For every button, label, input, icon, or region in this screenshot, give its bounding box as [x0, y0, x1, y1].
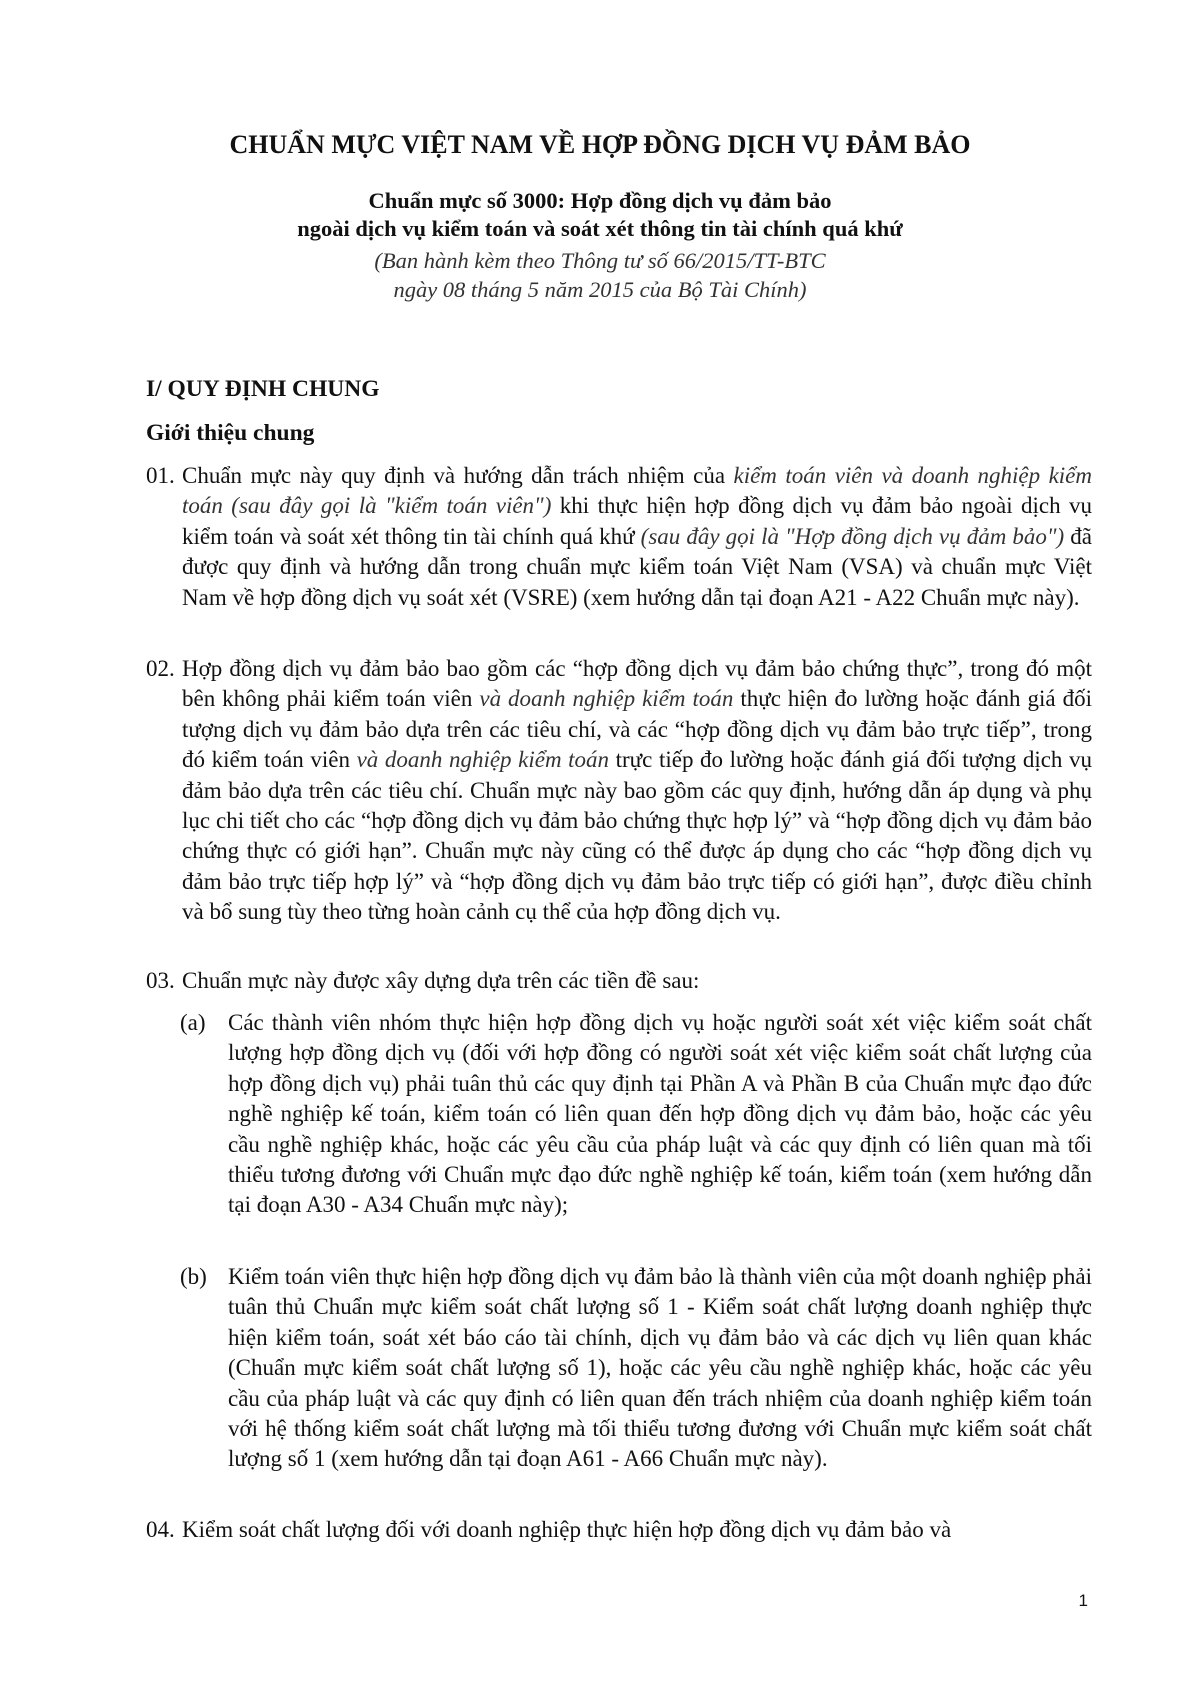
document-title: CHUẨN MỰC VIỆT NAM VỀ HỢP ĐỒNG DỊCH VỤ ĐẢM BẢO: [229, 130, 971, 159]
paragraph-01: [146, 461, 1092, 613]
paragraph-02: [146, 654, 1092, 928]
paragraph-number: 02.: [146, 656, 175, 681]
paragraph-body: Hợp đồng dịch vụ đảm bảo bao gồm các “hợp đồng dịch vụ đảm bảo chứng thực”, trong đó một bên không phải kiểm toán viên và doanh nghiệp kiểm toán thực hiện đo lường hoặc đánh giá đối tượng dịch vụ đảm bảo dựa trên các tiêu chí, và các “hợp đồng dịch vụ đảm bảo trực tiếp”, trong đó kiểm toán viên và doanh nghiệp kiểm toán trực tiếp đo lường hoặc đánh giá đối tượng dịch vụ đảm bảo dựa trên các tiêu chí. Chuẩn mực này bao gồm các quy định, hướng dẫn áp dụng và phụ lục chi tiết cho các “hợp đồng dịch vụ đảm bảo chứng thực hợp lý” và “hợp đồng dịch vụ đảm bảo chứng thực có giới hạn”. Chuẩn mực này cũng có thể được áp dụng cho các “hợp đồng dịch vụ đảm bảo trực tiếp hợp lý” và “hợp đồng dịch vụ đảm bảo trực tiếp có giới hạn”, được điều chỉnh và bổ sung tùy theo từng hoàn cảnh cụ thể của hợp đồng dịch vụ.: [182, 656, 1093, 925]
list-item-body: Các thành viên nhóm thực hiện hợp đồng dịch vụ hoặc người soát xét việc kiểm soát chất lượng hợp đồng dịch vụ (đối với hợp đồng có người soát xét việc kiểm soát chất lượng của hợp đồng dịch vụ) phải tuân thủ các quy định tại Phần A và Phần B của Chuẩn mực đạo đức nghề nghiệp kế toán, kiểm toán có liên quan đến hợp đồng dịch vụ đảm bảo, hoặc các yêu cầu nghề nghiệp khác, hoặc các yêu cầu của pháp luật và các quy định có liên quan mà tối thiểu tương đương với Chuẩn mực đạo đức nghề nghiệp kế toán, kiểm toán (xem hướng dẫn tại đoạn A30 - A34 Chuẩn mực này);: [228, 1010, 1092, 1218]
paragraph-body: Chuẩn mực này được xây dựng dựa trên các tiền đề sau:: [182, 968, 700, 993]
standard-subtitle-line-2: ngoài dịch vụ kiểm toán và soát xét thông tin tài chính quá khứ: [297, 216, 903, 241]
list-item-label: (a): [180, 1010, 206, 1035]
issuance-note-line-2: ngày 08 tháng 5 năm 2015 của Bộ Tài Chính): [393, 277, 807, 302]
paragraph-number: 04.: [146, 1517, 175, 1542]
paragraph-03: [146, 966, 1092, 996]
sub-heading: Giới thiệu chung: [146, 420, 315, 446]
paragraph-body: Kiểm soát chất lượng đối với doanh nghiệp thực hiện hợp đồng dịch vụ đảm bảo và: [182, 1517, 952, 1542]
paragraph-number: 03.: [146, 968, 175, 993]
section-heading: I/ QUY ĐỊNH CHUNG: [146, 376, 380, 402]
issuance-note-line-1: (Ban hành kèm theo Thông tư số 66/2015/TT-BTC: [374, 248, 826, 273]
paragraph-number: 01.: [146, 463, 175, 488]
list-item-b: [176, 1262, 1092, 1475]
page-number: 1: [1078, 1591, 1088, 1610]
standard-subtitle-line-1: Chuẩn mực số 3000: Hợp đồng dịch vụ đảm bảo: [368, 188, 832, 213]
list-item-a: [176, 1008, 1092, 1221]
list-item-label: (b): [180, 1264, 207, 1289]
list-item-body: Kiểm toán viên thực hiện hợp đồng dịch vụ đảm bảo là thành viên của một doanh nghiệp phải tuân thủ Chuẩn mực kiểm soát chất lượng số 1 - Kiểm soát chất lượng doanh nghiệp thực hiện kiểm toán, soát xét báo cáo tài chính, dịch vụ đảm bảo và các dịch vụ liên quan khác (Chuẩn mực kiểm soát chất lượng số 1), hoặc các yêu cầu nghề nghiệp khác, hoặc các yêu cầu của pháp luật và các quy định có liên quan đến trách nhiệm của doanh nghiệp kiểm toán với hệ thống kiểm soát chất lượng mà tối thiểu tương đương với Chuẩn mực kiểm soát chất lượng số 1 (xem hướng dẫn tại đoạn A61 - A66 Chuẩn mực này).: [228, 1264, 1092, 1472]
paragraph-04: [146, 1515, 1092, 1545]
paragraph-body: Chuẩn mực này quy định và hướng dẫn trách nhiệm của kiểm toán viên và doanh nghiệp kiểm toán (sau đây gọi là "kiểm toán viên") khi thực hiện hợp đồng dịch vụ đảm bảo ngoài dịch vụ kiểm toán và soát xét thông tin tài chính quá khứ (sau đây gọi là "Hợp đồng dịch vụ đảm bảo") đã được quy định và hướng dẫn trong chuẩn mực kiểm toán Việt Nam (VSA) và chuẩn mực Việt Nam về hợp đồng dịch vụ soát xét (VSRE) (xem hướng dẫn tại đoạn A21 - A22 Chuẩn mực này).: [182, 463, 1092, 610]
